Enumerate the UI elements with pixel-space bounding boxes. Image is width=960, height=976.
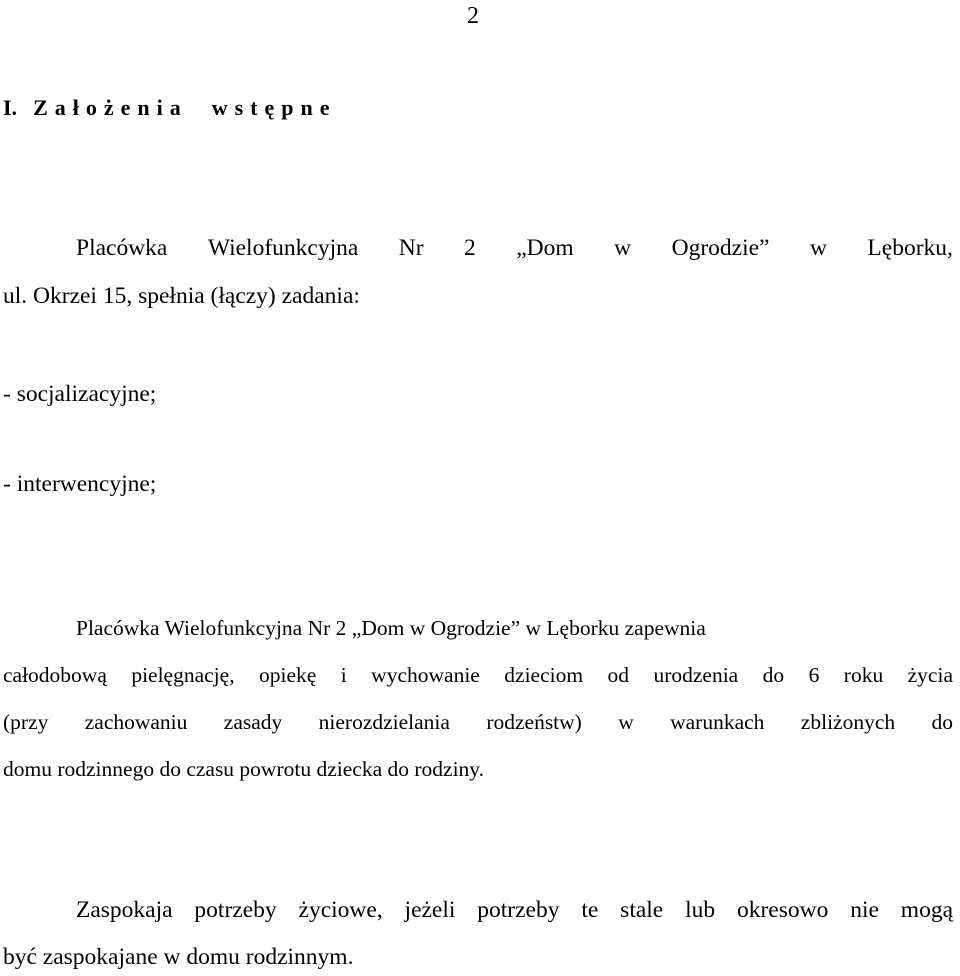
- intro-word: Placówka: [76, 235, 168, 261]
- intro-word: Wielofunkcyjna: [207, 235, 359, 261]
- paragraph-line: Placówka Wielofunkcyjna Nr 2 „Dom w Ogrodzie” w Lęborku zapewnia: [76, 616, 706, 640]
- heading-word-2: wstępne: [211, 95, 337, 120]
- intro-word: Nr: [398, 235, 424, 261]
- section-number: I.: [3, 95, 18, 120]
- section-heading: [3, 94, 337, 122]
- paragraph-line: być zaspokajane w domu rodzinnym.: [3, 944, 354, 970]
- intro-word: Ogrodzie”: [671, 235, 770, 261]
- heading-word-1: Założenia: [33, 95, 188, 120]
- intro-word: w: [614, 235, 632, 261]
- task-item-intervention: - interwencyjne;: [3, 471, 157, 497]
- page-number: 2: [467, 3, 479, 29]
- intro-word: 2: [464, 235, 476, 261]
- paragraph-line: całodobową pielęgnację, opiekę i wychowanie dzieciom od urodzenia do 6 roku życia: [3, 663, 953, 687]
- task-item-socialization: - socjalizacyjne;: [3, 381, 157, 407]
- intro-line-1: [76, 234, 953, 262]
- intro-line-2: ul. Okrzei 15, spełnia (łączy) zadania:: [3, 283, 360, 309]
- intro-word: Lęborku,: [867, 235, 953, 261]
- paragraph-line: Zaspokaja potrzeby życiowe, jeżeli potrzeby te stale lub okresowo nie mogą: [76, 897, 953, 923]
- intro-word: w: [809, 235, 827, 261]
- paragraph-line: domu rodzinnego do czasu powrotu dziecka do rodziny.: [3, 757, 485, 781]
- paragraph-line: (przy zachowaniu zasady nierozdzielania rodzeństw) w warunkach zbliżonych do: [3, 710, 953, 734]
- intro-word: „Dom: [516, 235, 574, 261]
